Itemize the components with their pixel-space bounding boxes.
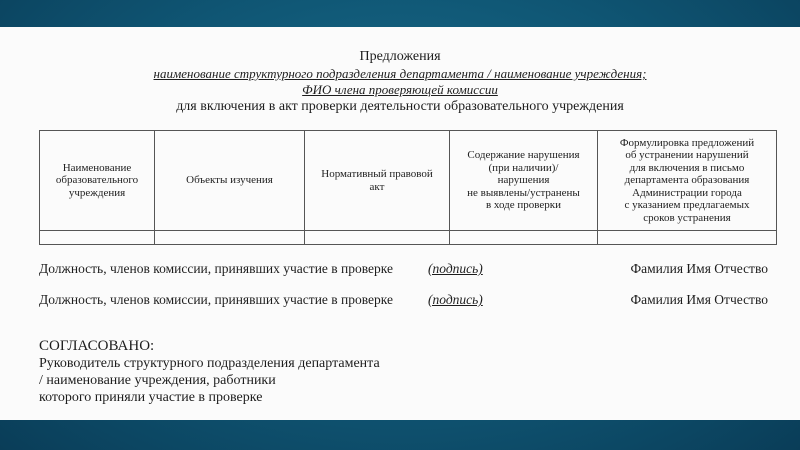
table-header-row [40,131,777,231]
table-cell [450,231,598,245]
approval-line: которого приняли участие в проверке [39,390,263,405]
table-cell [598,231,777,245]
subtitle-department: наименование структурного подразделения департамента / наименование учреждения; [153,66,647,81]
proposals-table [39,130,777,245]
document-purpose: для включения в акт проверки деятельности образовательного учреждения [176,99,624,114]
subtitle-commission-member: ФИО члена проверяющей комиссии [302,82,498,97]
approval-line: / наименование учреждения, работники [39,373,276,388]
table-cell [155,231,305,245]
column-header-violation: Содержание нарушения (при наличии)/ нарушения не выявлены/устранены в ходе проверки [450,131,598,231]
signature-placeholder: (подпись) [428,261,483,276]
signature-name: Фамилия Имя Отчество [630,292,768,307]
document-title: Предложения [359,49,441,64]
column-header-institution: Наименование образовательного учреждения [40,131,155,231]
table-cell [40,231,155,245]
table-cell [305,231,450,245]
approval-title: СОГЛАСОВАНО: [39,338,155,354]
signature-role: Должность, членов комиссии, принявших участие в проверке [39,261,394,276]
signature-name: Фамилия Имя Отчество [630,261,768,276]
table-row [40,231,777,245]
column-header-proposals: Формулировка предложений об устранении нарушений для включения в письмо департамента образования Администрации города с указанием предлагаемых сроков устранения [598,131,777,231]
approval-line: Руководитель структурного подразделения департамента [39,356,380,371]
signature-placeholder: (подпись) [428,292,483,307]
approval-block [39,338,380,406]
column-header-legal-act: Нормативный правовой акт [305,131,450,231]
signature-role: Должность, членов комиссии, принявших участие в проверке [39,292,394,307]
document-slide [0,27,800,420]
column-header-objects: Объекты изучения [155,131,305,231]
